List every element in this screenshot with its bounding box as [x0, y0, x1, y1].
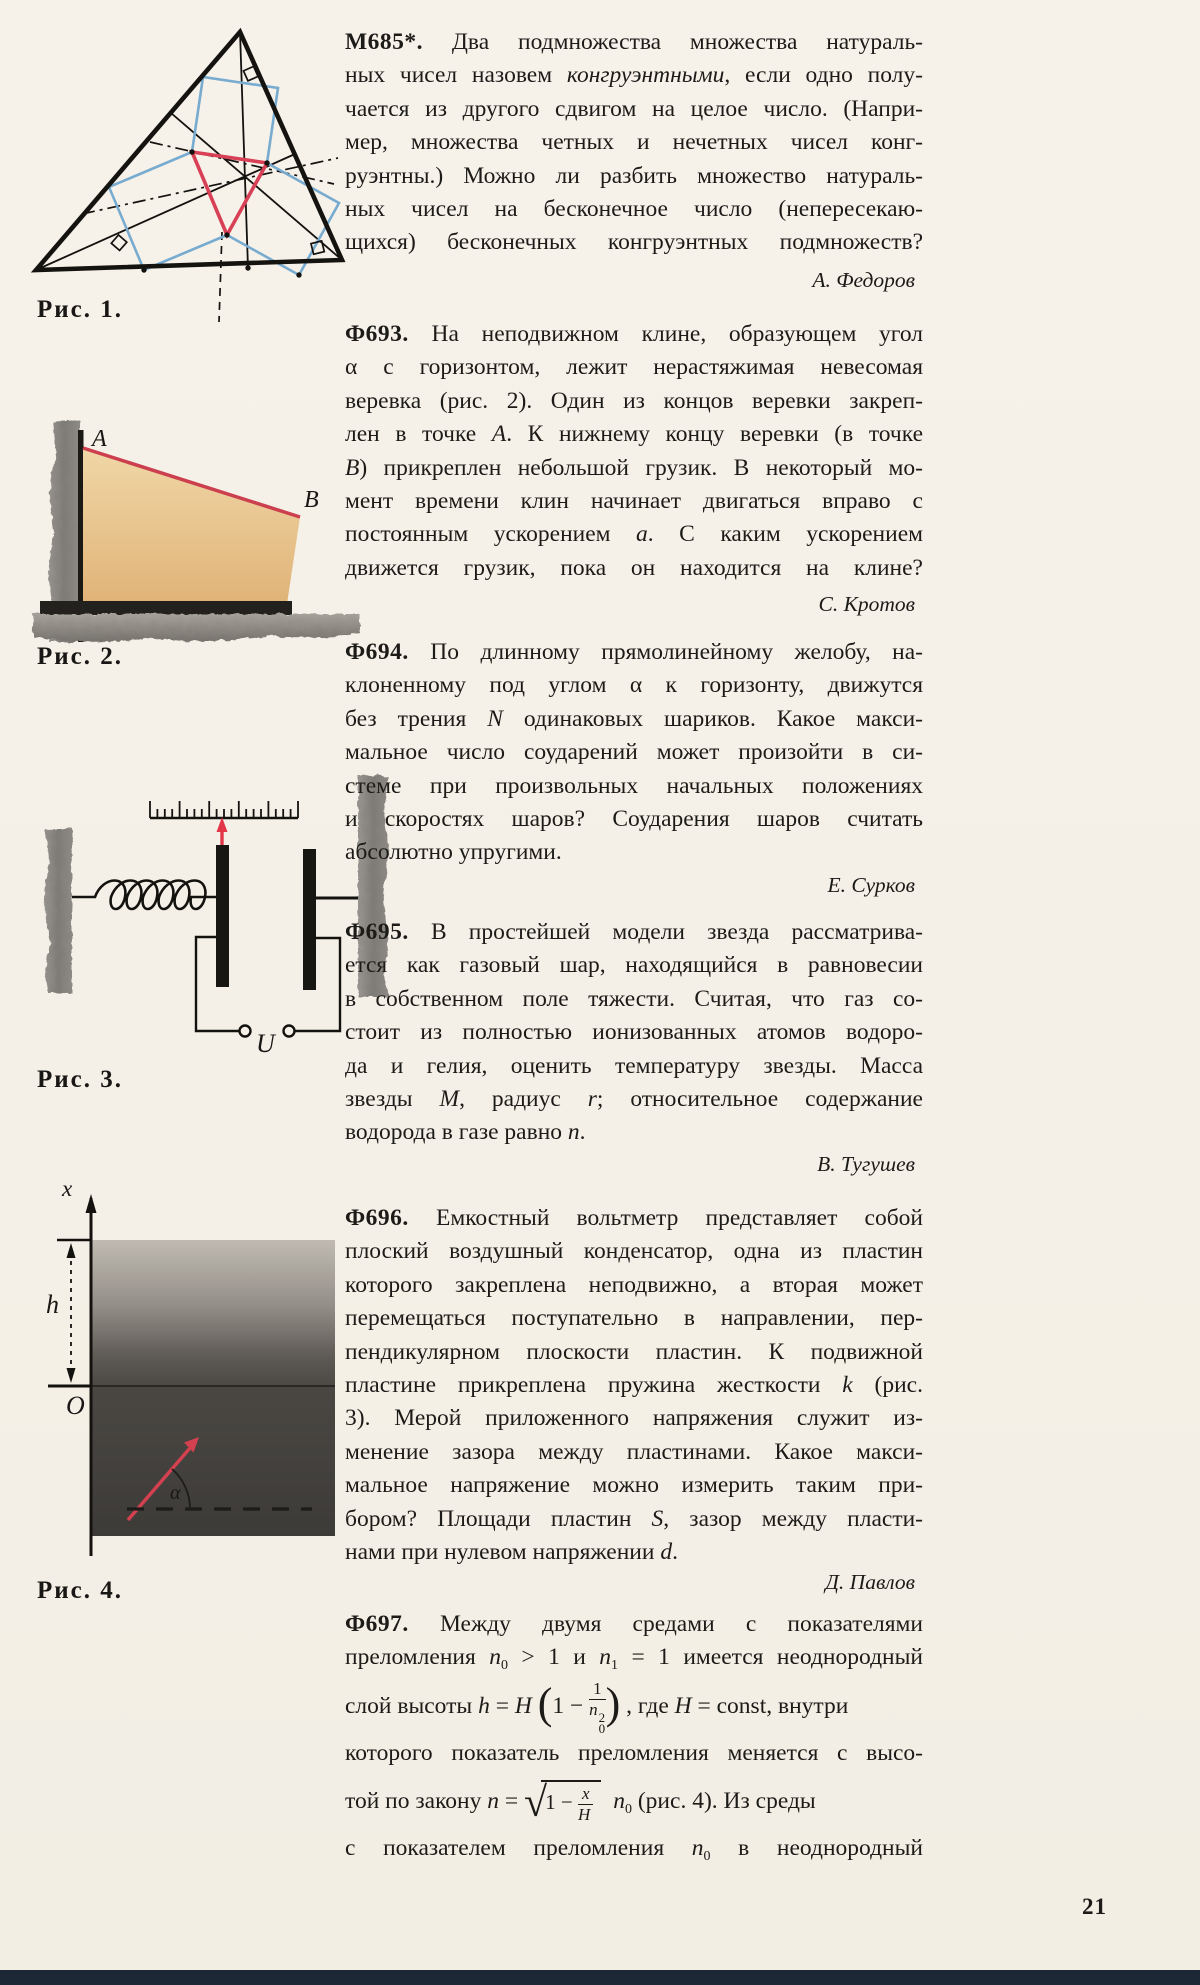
text-line: α с горизонтом, лежит нерастяжимая невесомая [345, 354, 923, 381]
page-number: 21 [1082, 1894, 1107, 1919]
text-line: той по закону n = √1 − $\frac{x}{H}$ $n_0$ (рис. 4). Из среды [345, 1779, 816, 1826]
text-line: слой высоты h = H (1 − 1 n 2 0 ) , где H = const, внутри [345, 1679, 849, 1737]
text-line: в собственном поле тяжести. Считая, что газ со- [345, 985, 923, 1012]
text-line: без трения N одинаковых шариков. Какое макси- [345, 705, 923, 732]
text-line: бором? Площади пластин S, зазор между пласти- [345, 1505, 923, 1532]
figure-3-caption: Рис. 3. [37, 1066, 124, 1093]
movable-plate [216, 845, 229, 987]
fixed-plate [303, 849, 316, 990]
text-line: звезды М, радиус r; относительное содержание [345, 1085, 923, 1112]
ruler-ticks [150, 801, 298, 818]
text-line: М685*. Два подмножества множества натураль- [345, 29, 923, 55]
figure-1-caption: Рис. 1. [37, 296, 124, 323]
problem-f695 [345, 916, 923, 1150]
ground-line [40, 601, 292, 615]
text-line: да и гелия, оценить температуру звезды. Масса [345, 1052, 923, 1079]
problem-f697 [345, 1608, 923, 1866]
problem-m685 [345, 26, 923, 260]
wedge-body [83, 448, 300, 604]
text-line: перемещаться поступательно в направлении, пер- [345, 1305, 923, 1332]
text-line: ных чисел назовем конгруэнтными, если одно полу- [345, 62, 923, 89]
triangle-altitudes [36, 32, 342, 270]
text-line: клоненному под углом α к горизонту, движутся [345, 672, 923, 699]
angle-alpha-label: α [170, 1482, 181, 1504]
point-a-label: A [92, 426, 107, 452]
problem-f694 [345, 636, 923, 870]
author-f694: Е. Сурков [827, 873, 915, 897]
text-line: чается из другого сдвигом на целое число. (Напри- [345, 95, 923, 122]
x-axis-arrowhead [86, 1194, 97, 1213]
text-line: с показателем преломления $n_0$ в неоднородный [345, 1835, 923, 1865]
text-line: водорода в газе равно n. [345, 1119, 586, 1146]
text-line: движется грузик, пока он находится на клине? [345, 554, 923, 581]
text-line: плоский воздушный конденсатор, одна из пластин [345, 1238, 923, 1265]
voltage-label: U [256, 1029, 275, 1058]
text-line: постоянным ускорением а. С каким ускорением [345, 521, 923, 548]
terminal-left [240, 1026, 251, 1037]
problem-f693 [345, 318, 923, 585]
text-line: Ф693. На неподвижном клине, образующем угол [345, 321, 923, 347]
text-line: щихся) бесконечных конгруэнтных подмножеств? [345, 229, 923, 256]
text-line: стеме при произвольных начальных положениях [345, 772, 923, 799]
text-line: которого закреплена неподвижно, а вторая может [345, 1271, 923, 1298]
text-line: ных чисел на бесконечное число (непересекаю- [345, 195, 923, 222]
figure-2-caption: Рис. 2. [37, 643, 124, 670]
scan-bottom-edge [0, 1970, 1200, 1985]
right-wire [295, 938, 340, 1031]
spring-coil [72, 881, 216, 910]
gradient-layer [91, 1240, 335, 1386]
axis-x-label: x [62, 1176, 73, 1201]
text-line: мальное число соударений может произойти в си- [345, 739, 923, 766]
h-arrow-top [67, 1243, 76, 1258]
text-line: В) прикреплен небольшой грузик. В некоторый мо- [345, 454, 923, 481]
text-line: руэнтны.) Можно ли разбить множество натураль- [345, 162, 923, 189]
text-line: 3). Мерой приложенного напряжения служит из- [345, 1405, 923, 1432]
origin-o-label: O [66, 1391, 85, 1420]
text-line: стоит из полностью ионизованных атомов водоро- [345, 1019, 923, 1046]
text-line: преломления $n_0 > 1$ и $n_1 = 1$ имеется неоднородный [345, 1644, 923, 1674]
text-line: абсолютно упругими. [345, 839, 562, 866]
figure-4-caption: Рис. 4. [37, 1577, 124, 1604]
author-f696: Д. Павлов [825, 1570, 915, 1594]
figure-2-wedge-drawing [25, 410, 370, 680]
text-line: нами при нулевом напряжении d. [345, 1538, 678, 1565]
author-f695: В. Тугушев [817, 1152, 915, 1176]
right-angle-markers [111, 66, 324, 254]
text-line: Ф697. Между двумя средами с показателями [345, 1611, 923, 1637]
figure-4-layer-drawing [25, 1140, 355, 1615]
height-h-label: h [46, 1290, 59, 1319]
text-line: Ф695. В простейшей модели звезда рассматрива- [345, 919, 923, 945]
text-line: которого показатель преломления меняется с высо- [345, 1739, 923, 1766]
author-f693: С. Кротов [818, 592, 915, 616]
author-m685: А. Федоров [812, 268, 915, 292]
h-arrow-bottom [67, 1368, 76, 1383]
text-line: Ф696. Емкостный вольтметр представляет собой [345, 1205, 923, 1231]
main-triangle [36, 32, 342, 270]
dense-medium [91, 1386, 335, 1536]
point-b-label: B [304, 487, 319, 513]
figure-3-capacitor-drawing [25, 765, 400, 1095]
text-line: веревка (рис. 2). Один из концов веревки закреп- [345, 387, 923, 414]
figure-1-triangle-drawing [25, 18, 360, 338]
terminal-right [284, 1026, 295, 1037]
problem-f696 [345, 1202, 923, 1569]
text-line: менение зазора между пластинами. Какое макси- [345, 1438, 923, 1465]
text-line: Ф694. По длинному прямолинейному желобу, на- [345, 639, 923, 665]
text-line: пендикулярном плоскости пластин. К подвижной [345, 1338, 923, 1365]
ground-hatching [33, 614, 360, 642]
text-line: ется как газовый шар, находящийся в равновесии [345, 952, 923, 979]
pointer-arrow-head [217, 817, 228, 832]
text-line: и скоростях шаров? Соударения шаров считать [345, 805, 923, 832]
text-line: лен в точке А. К нижнему концу веревки (в точке [345, 421, 923, 448]
text-line: мальное напряжение можно измерить таким при- [345, 1472, 923, 1499]
text-line: мент времени клин начинает двигаться вправо с [345, 487, 923, 514]
text-line: мер, множества четных и нечетных чисел конг- [345, 129, 923, 156]
text-line: пластине прикреплена пружина жесткости k (рис. [345, 1371, 923, 1398]
left-wall-hatching [44, 828, 72, 993]
